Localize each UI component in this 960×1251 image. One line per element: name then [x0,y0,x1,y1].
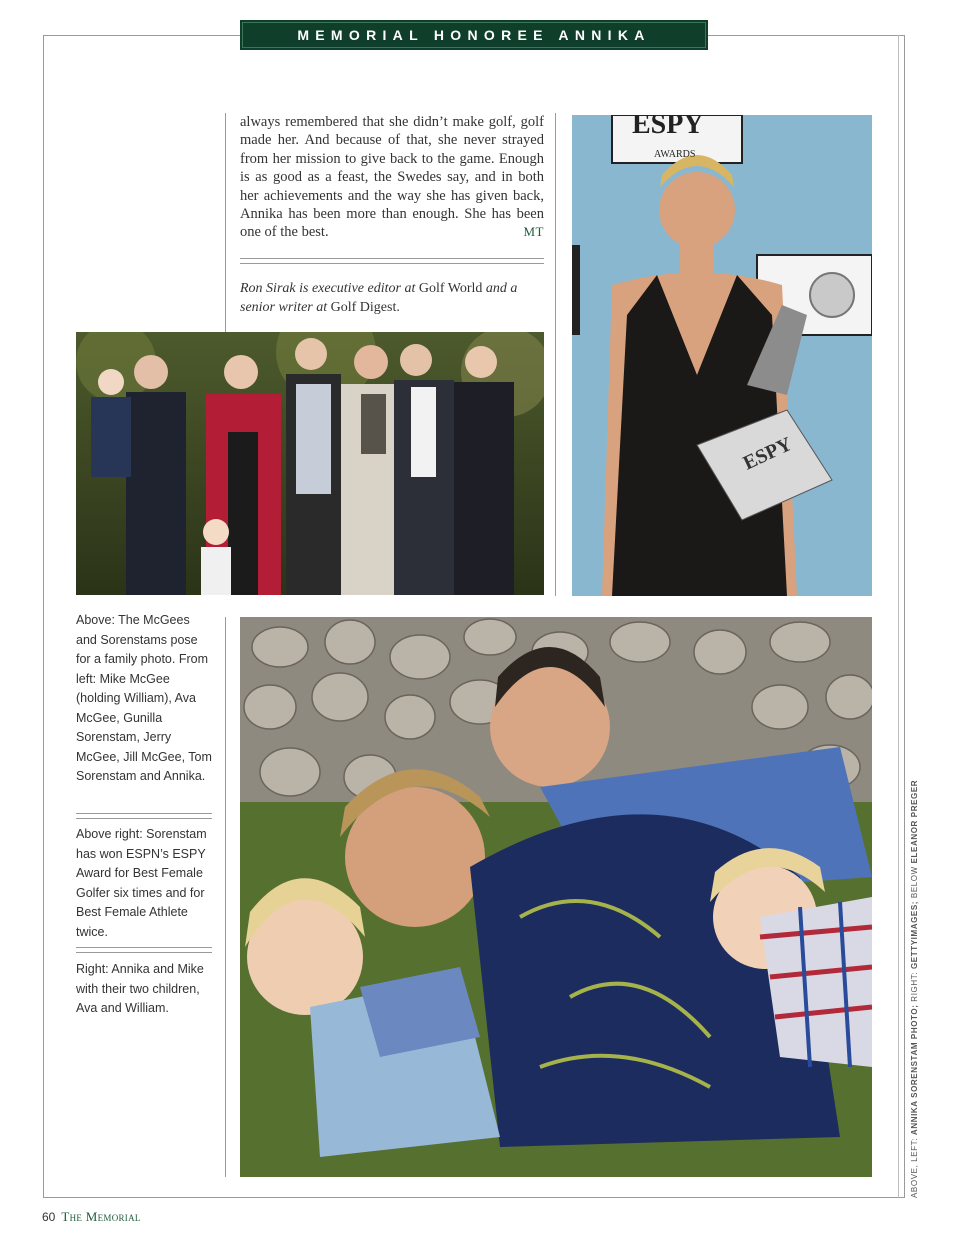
family-lawn-photo [240,617,872,1177]
espy-trophy-plaque: ESPY [739,432,796,475]
credit-part: GETTYIMAGES; [910,900,919,970]
caption-family-lawn: Right: Annika and Mike with their two children, Ava and William. [76,962,204,1015]
column-divider [555,113,556,596]
byline-role: Ron Sirak is executive editor at [240,281,416,296]
credit-part: ABOVE, LEFT: [910,1137,919,1198]
espy-award-photo [572,115,872,596]
author-byline [240,279,544,317]
caption-espy-award: Above right: Sorenstam has won ESPN’s ESPY Award for Best Female Golfer six times and for Best Female Athlete twice. [76,827,207,939]
story-body: always remembered that she didn’t make golf, golf made her. And because of that, she never strayed from her mission to give back to the game. Enough is as good as a feast, the Swedes say, and in both her achievements and the way she has given back, Annika has been more than enough. She has been one of the best. [240,114,544,241]
page-footer [42,1209,141,1225]
espy-sign-subtext: AWARDS [654,149,696,160]
caption-rule [76,813,212,819]
photo-credit [910,780,919,1198]
caption-divider [225,617,226,1177]
caption-family-group: Above: The McGees and Sorenstams pose for a family photo. From left: Mike McGee (holding William), Ava McGee, Gunilla Sorenstam, Jerry McGee, Jill McGee, Tom Sorenstam and Annika. [76,613,212,783]
credit-part: ELEANOR PREGER [910,779,919,864]
family-group-photo [76,332,544,595]
byline-publication: Golf Digest. [330,300,400,315]
story-text [240,113,544,242]
credit-part: BELOW [910,866,919,899]
author-initials: MT [523,224,544,240]
section-banner-title: MEMORIAL HONOREE ANNIKA SORENSTAM [297,27,651,73]
magazine-name: The Memorial [61,1209,141,1224]
frame-edge-line [898,35,899,1198]
byline-role: and a senior writer at [240,281,518,315]
credit-part: ANNIKA SORENSTAM PHOTO; [910,1004,919,1136]
caption-rule [76,947,212,953]
credit-part: RIGHT: [910,971,919,1002]
double-rule [240,258,544,264]
column-divider [225,113,226,333]
section-banner [240,20,708,73]
espy-sign-text: ESPY [632,115,704,140]
byline-publication: Golf World [418,281,483,296]
page-number: 60 [42,1210,56,1224]
